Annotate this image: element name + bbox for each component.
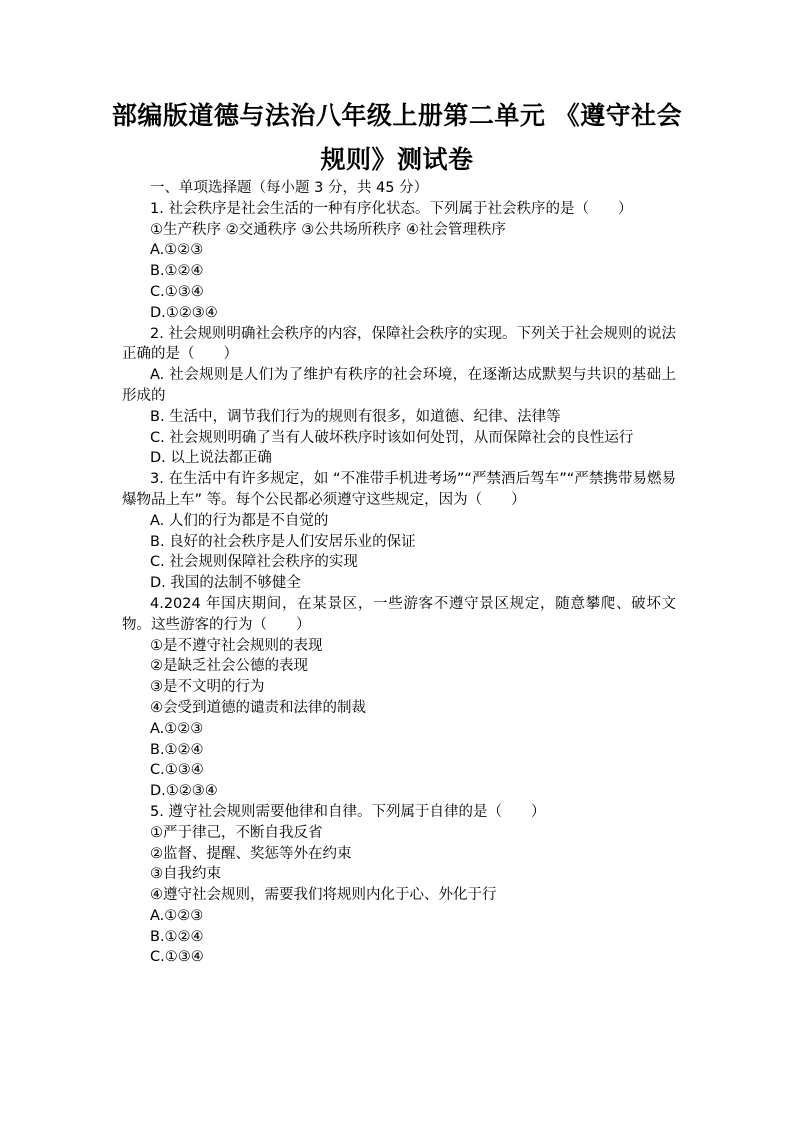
- question-4-option-a: A.①②③: [150, 720, 204, 737]
- question-4-item-1: ①是不遵守社会规则的表现: [150, 637, 323, 654]
- question-1-option-d: D.①②③④: [150, 304, 218, 321]
- question-2-option-a: A. 社会规则是人们为了维护有秩序的社会环境，在逐渐达成默契与共识的基础上形成的: [122, 367, 676, 404]
- question-1-option-b: B.①②④: [150, 263, 204, 280]
- question-2-option-c: C. 社会规则明确了当有人破坏秩序时该如何处罚，从而保障社会的良性运行: [150, 429, 634, 446]
- question-3-stem: 3. 在生活中有许多规定，如 “不准带手机进考场”“严禁酒后驾车”“严禁携带易燃易爆物品上车” 等。每个公民都必须遵守这些规定，因为（ ）: [122, 471, 676, 508]
- question-2-stem: 2. 社会规则明确社会秩序的内容，保障社会秩序的实现。下列关于社会规则的说法正确的是（ ）: [122, 325, 676, 363]
- document-title-line-2: 规则》测试卷: [320, 145, 474, 174]
- question-4-item-3: ③是不文明的行为: [150, 679, 265, 696]
- question-4-option-d: D.①②③④: [150, 783, 218, 800]
- question-5-stem: 5. 遵守社会规则需要他律和自律。下列属于自律的是（ ）: [150, 803, 546, 820]
- question-4-option-b: B.①②④: [150, 741, 204, 758]
- question-5-item-4: ④遵守社会规则，需要我们将规则内化于心、外化于行: [150, 887, 497, 904]
- document-title-line-1: 部编版道德与法治八年级上册第二单元 《遵守社会: [111, 101, 683, 130]
- question-4-stem: 4.2024 年国庆期间，在某景区，一些游客不遵守景区规定，随意攀爬、破坏文物。这些游客的行为（ ）: [122, 595, 676, 633]
- question-1-option-a: A.①②③: [150, 242, 204, 259]
- question-5-option-c: C.①③④: [150, 949, 204, 966]
- question-1-items: ①生产秩序 ②交通秩序 ③公共场所秩序 ④社会管理秩序: [150, 221, 506, 238]
- question-1-option-c: C.①③④: [150, 283, 204, 300]
- question-3-option-d: D. 我国的法制不够健全: [150, 575, 301, 592]
- question-2-option-b: B. 生活中，调节我们行为的规则有很多，如道德、纪律、法律等: [150, 408, 561, 425]
- document-body: [122, 178, 676, 968]
- question-5-option-b: B.①②④: [150, 928, 204, 945]
- question-3-option-c: C. 社会规则保障社会秩序的实现: [150, 554, 358, 571]
- question-2-option-d: D. 以上说法都正确: [150, 450, 272, 467]
- question-4-item-4: ④会受到道德的谴责和法律的制裁: [150, 699, 366, 716]
- question-3-option-a: A. 人们的行为都是不自觉的: [150, 512, 329, 529]
- question-5-item-3: ③自我约束: [150, 866, 221, 883]
- question-3-option-b: B. 良好的社会秩序是人们安居乐业的保证: [150, 533, 416, 550]
- question-1-stem: 1. 社会秩序是社会生活的一种有序化状态。下列属于社会秩序的是（ ）: [150, 200, 633, 217]
- section-heading: 一、单项选择题（每小题 3 分，共 45 分）: [150, 180, 429, 196]
- question-5-item-2: ②监督、提醒、奖惩等外在约束: [150, 845, 352, 862]
- question-4-item-2: ②是缺乏社会公德的表现: [150, 658, 308, 675]
- question-5-item-1: ①严于律己，不断自我反省: [150, 824, 323, 841]
- question-5-option-a: A.①②③: [150, 907, 204, 924]
- question-4-option-c: C.①③④: [150, 762, 204, 779]
